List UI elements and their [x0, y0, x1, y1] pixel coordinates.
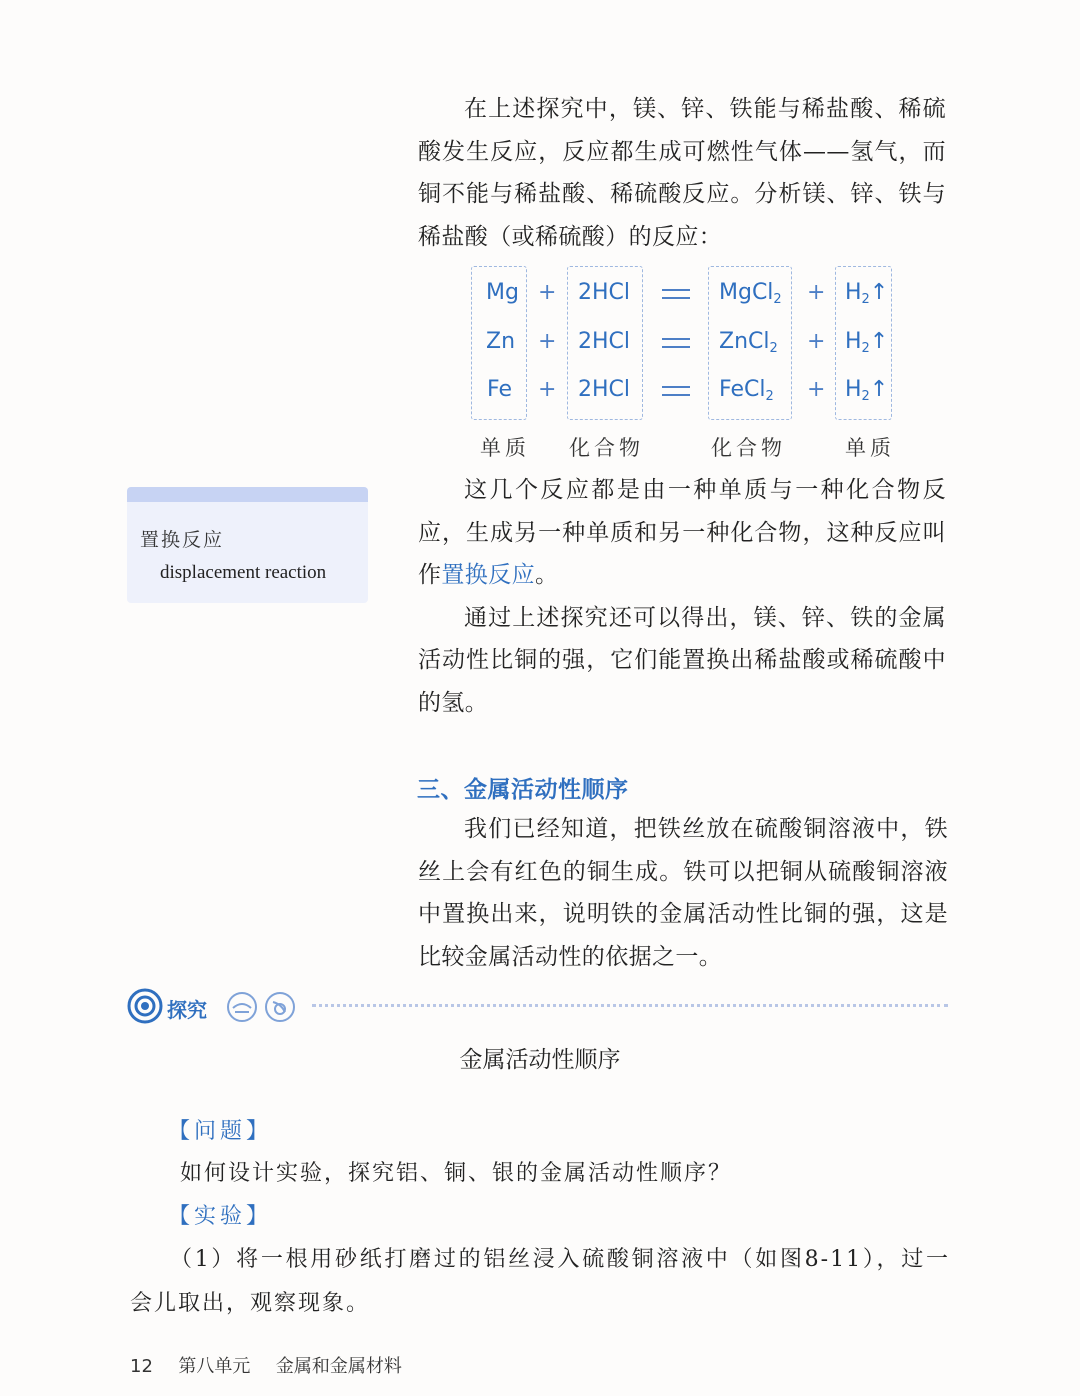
- equation-gas: $H_2↑$: [845, 377, 889, 404]
- paragraph-text: 我们已经知道，把铁丝放在硫酸铜溶液中，铁丝上会有红色的铜生成。铁可以把铜从硫酸铜溶液中置换出来，说明铁的金属活动性比铜的强，这是比较金属活动性的依据之一。: [418, 816, 948, 970]
- equation-metal: Mg: [486, 280, 519, 305]
- definition-paragraph: 这几个反应都是由一种单质与一种化合物反应，生成另一种单质和另一种化合物，这种反应叫作置换反应。 通过上述探究还可以得出，镁、锌、铁的金属活动性比铜的强，它们能置换出稀盐酸或稀硫酸中的氢。: [418, 469, 946, 724]
- paragraph-text: 在上述探究中，镁、锌、铁能与稀盐酸、稀硫酸发生反应，反应都生成可燃性气体——氢气，而铜不能与稀盐酸、稀硫酸反应。分析镁、锌、铁与稀盐酸（或稀硫酸）的反应：: [418, 96, 946, 250]
- reaction-equations: [0, 0, 1080, 470]
- equals-sign: [662, 289, 690, 299]
- glossary-card-band: [127, 487, 368, 502]
- section-heading: 三、金属活动性顺序: [417, 777, 629, 803]
- equation-salt: ZnCl$_2$: [719, 329, 778, 356]
- glossary-term-cn: 置换反应: [140, 529, 225, 551]
- explore-bar: [127, 988, 949, 1028]
- equation-metal: Zn: [486, 329, 516, 354]
- up-arrow-icon: ↑: [869, 280, 889, 305]
- equation-acid: 2HCl: [578, 280, 631, 305]
- up-arrow-icon: ↑: [869, 329, 889, 354]
- dotted-divider: [312, 1004, 948, 1007]
- category-label: 化合物: [711, 436, 786, 460]
- experiment-step: [130, 1238, 950, 1326]
- equation-salt: MgCl$_2$: [719, 280, 782, 307]
- equation-gas: $H_2↑$: [845, 329, 889, 356]
- page-number: 12: [130, 1356, 153, 1377]
- explore-title: 金属活动性顺序: [459, 1047, 621, 1073]
- unit-label: 第八单元: [178, 1356, 251, 1377]
- glossary-term-en: displacement reaction: [160, 562, 327, 583]
- question-label: 【问题】: [168, 1119, 273, 1144]
- experiment-label: 【实验】: [168, 1204, 273, 1229]
- equals-sign: [662, 386, 690, 396]
- plus-sign: +: [538, 377, 557, 402]
- category-label: 化合物: [569, 436, 644, 460]
- category-label: 单质: [480, 436, 530, 460]
- question-text: 如何设计实验，探究铝、铜、银的金属活动性顺序？: [180, 1161, 733, 1186]
- section-paragraph: [418, 808, 948, 978]
- hands-icon: [225, 990, 297, 1024]
- paragraph-text: 通过上述探究还可以得出，镁、锌、铁的金属活动性比铜的强，它们能置换出稀盐酸或稀硫酸中的氢。: [418, 604, 946, 716]
- plus-sign: +: [807, 280, 826, 305]
- target-icon: [127, 988, 163, 1024]
- category-label: 单质: [845, 436, 895, 460]
- plus-sign: +: [538, 329, 557, 354]
- unit-title: 金属和金属材料: [275, 1356, 402, 1377]
- equals-sign: [662, 338, 690, 348]
- explore-label: 探究: [167, 998, 207, 1022]
- key-term: 置换反应: [441, 562, 536, 588]
- plus-sign: +: [807, 329, 826, 354]
- equation-salt: FeCl$_2$: [719, 377, 774, 404]
- plus-sign: +: [538, 280, 557, 305]
- paragraph-text: 这几个反应都是由一种单质与一种化合物反应，生成另一种单质和另一种化合物，这种反应叫作: [418, 477, 946, 588]
- plus-sign: +: [807, 377, 826, 402]
- glossary-card: [127, 487, 368, 603]
- equation-gas: $H_2↑$: [845, 280, 889, 307]
- equation-acid: 2HCl: [578, 329, 631, 354]
- equation-metal: Fe: [487, 377, 512, 402]
- up-arrow-icon: ↑: [869, 377, 889, 402]
- paragraph-text: （1）将一根用砂纸打磨过的铝丝浸入硫酸铜溶液中（如图8-11），过一会儿取出，观察现象。: [130, 1247, 950, 1316]
- page-footer: [130, 1352, 402, 1378]
- equation-acid: 2HCl: [578, 377, 631, 402]
